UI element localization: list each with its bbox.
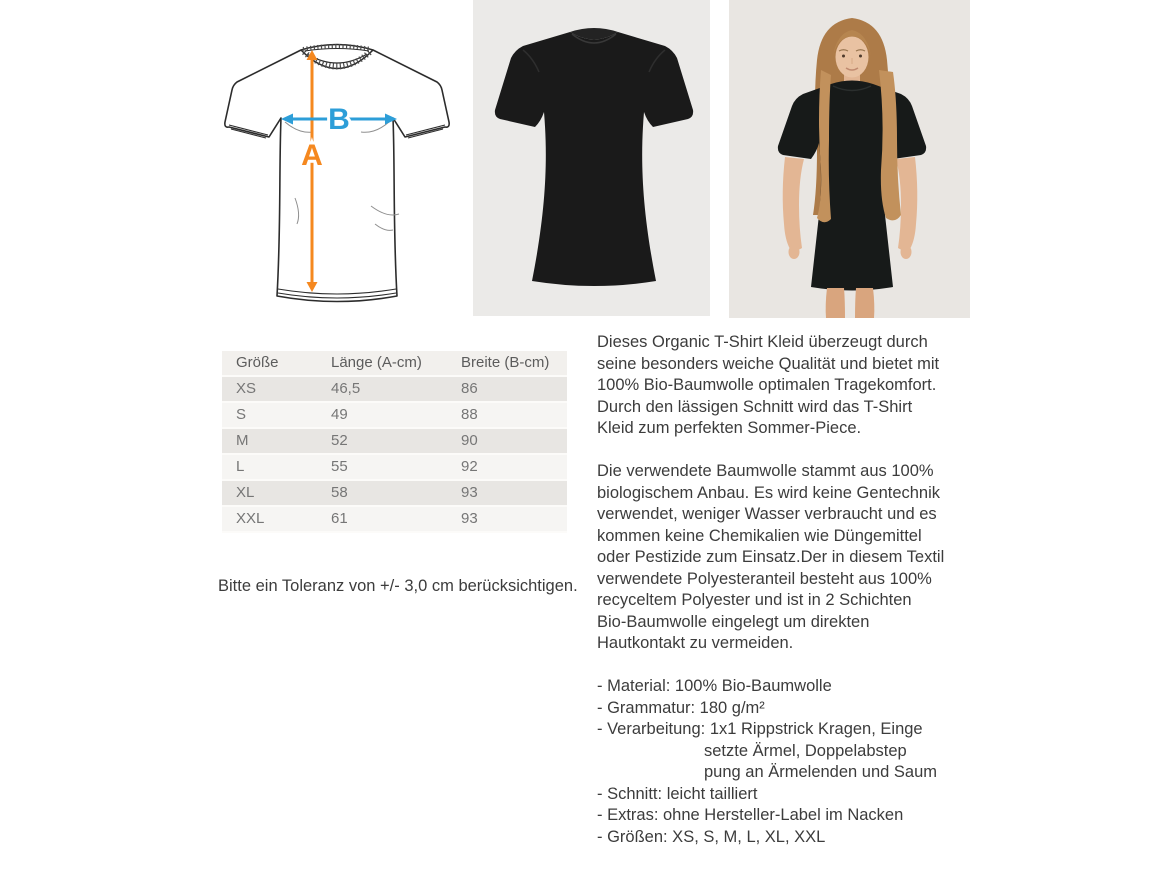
cell-length: 61 — [331, 510, 348, 527]
table-row-m — [222, 429, 567, 455]
cell-width: 90 — [461, 432, 478, 449]
table-row-s — [222, 403, 567, 429]
cell-length: 55 — [331, 458, 348, 475]
table-row-xl — [222, 481, 567, 507]
face — [836, 37, 869, 78]
cell-size: M — [236, 432, 249, 449]
cell-length: 46,5 — [331, 380, 361, 397]
table-row-xxl — [222, 507, 567, 533]
product-photo-flat — [473, 0, 710, 316]
table-row-xs — [222, 377, 567, 403]
cell-width: 88 — [461, 406, 478, 423]
tolerance-note: Bitte ein Toleranz von +/- 3,0 cm berücksichtigen. — [218, 577, 578, 595]
cell-size: S — [236, 406, 247, 423]
cell-size: XXL — [236, 510, 265, 527]
tshirt-outline — [225, 45, 449, 302]
cell-length: 52 — [331, 432, 348, 449]
column-header-size: Größe — [236, 354, 279, 371]
product-details-list — [597, 676, 945, 848]
table-row-l — [222, 455, 567, 481]
detail-schnitt: - Schnitt: leicht tailliert — [597, 784, 758, 803]
cell-width: 92 — [461, 458, 478, 475]
product-description — [597, 332, 945, 848]
cell-length: 58 — [331, 484, 348, 501]
cell-size: L — [236, 458, 245, 475]
detail-verarbeitung: - Verarbeitung: 1x1 Rippstrick Kragen, Einge — [597, 720, 923, 738]
cell-width: 86 — [461, 380, 478, 397]
size-table-header-row — [222, 351, 567, 377]
detail-groessen: - Größen: XS, S, M, L, XL, XXL — [597, 827, 826, 846]
product-photo-model — [729, 0, 970, 318]
cell-size: XS — [236, 380, 257, 397]
cell-width: 93 — [461, 510, 478, 527]
size-diagram — [221, 38, 453, 316]
column-header-width: Breite (B-cm) — [461, 354, 550, 371]
detail-grammatur: - Grammatur: 180 g/m² — [597, 698, 765, 717]
size-table — [222, 351, 567, 533]
detail-material: - Material: 100% Bio-Baumwolle — [597, 677, 832, 695]
detail-extras: - Extras: ohne Hersteller-Label im Nacken — [597, 806, 904, 824]
detail-verarbeitung-cont: pung an Ärmelenden und Saum — [704, 763, 937, 781]
model-illustration — [729, 0, 970, 318]
column-header-length: Länge (A-cm) — [331, 354, 422, 371]
description-paragraph-1: Dieses Organic T-Shirt Kleid überzeugt durch seine besonders weiche Qualität und bietet mit 100% Bio-Baumwolle optimalen Tragekomfort. Durch den lässigen Schnitt wird das T-Shirt Kleid zum perfekten Sommer-Piece. — [597, 333, 940, 437]
flat-dress-illustration — [473, 0, 710, 316]
measure-label-a: A — [301, 139, 323, 172]
cell-width: 93 — [461, 484, 478, 501]
description-paragraph-2: Die verwendete Baumwolle stammt aus 100% biologischem Anbau. Es wird keine Gentechnik verwendet, weniger Wasser verbraucht und es kommen keine Chemikalien wie Düngemittel oder Pestizide zum Einsatz.Der in diesem Textil verwendete Polyesteranteil besteht aus 100% recyceltem Polyester und ist in 2 Schichten Bio-Baumwolle eingelegt um direkten Hautkontakt zu vermeiden. — [597, 462, 945, 652]
measure-label-b: B — [328, 103, 350, 136]
cell-size: XL — [236, 484, 255, 501]
cell-length: 49 — [331, 406, 348, 423]
detail-verarbeitung-cont: setzte Ärmel, Doppelabstep — [704, 741, 907, 760]
